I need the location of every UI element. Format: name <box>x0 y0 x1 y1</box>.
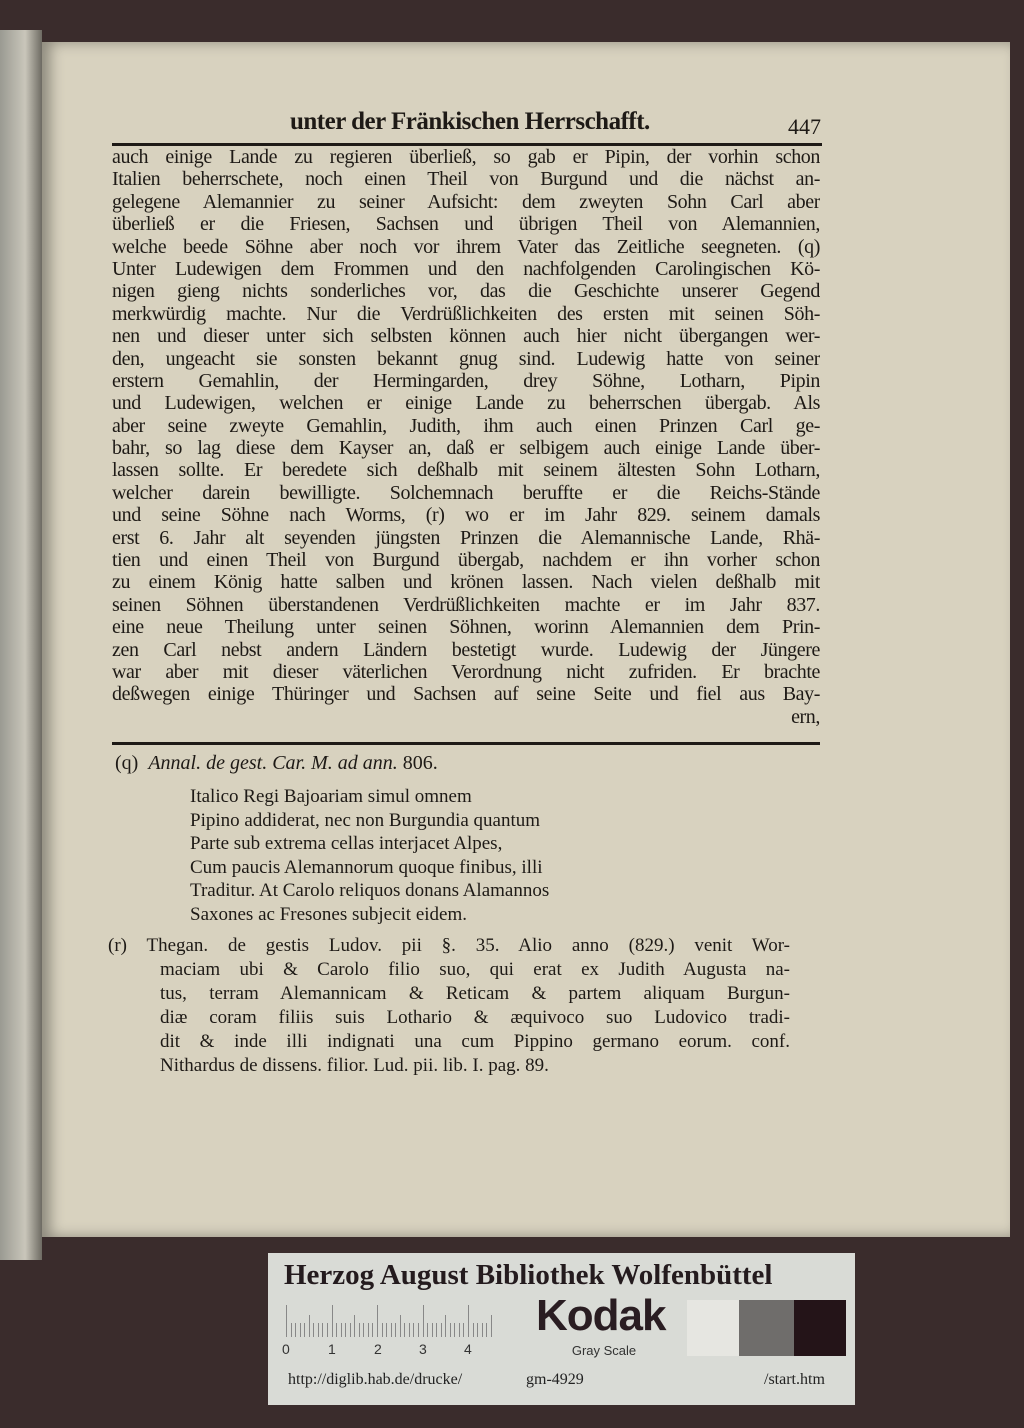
verse-line: Saxones ac Fresones subjecit eidem. <box>190 903 468 925</box>
footnote-citation: Annal. de gest. Car. M. ad ann. <box>148 752 398 774</box>
gray-scale-label: Gray Scale <box>571 1343 637 1358</box>
ruler-tick <box>473 1323 474 1337</box>
ruler-tick <box>368 1323 369 1337</box>
text-line: nigen gieng nichts sonderliches vor, das die Geschichte unserer Gegend <box>112 280 820 303</box>
text-line: und seine Söhne nach Worms, (r) wo er im Jahr 829. seinem damals <box>112 504 820 527</box>
ruler-number: 2 <box>374 1341 382 1357</box>
footnote-line: tus, terram Alemannicam & Reticam & partem aliquam Burgun- <box>160 983 790 1004</box>
ruler-tick <box>482 1323 483 1337</box>
ruler-tick <box>486 1323 487 1337</box>
ruler-tick <box>377 1305 378 1337</box>
footnote-q <box>115 752 438 775</box>
ruler-tick <box>382 1323 383 1337</box>
ruler-tick <box>300 1323 301 1337</box>
ruler-tick <box>459 1323 460 1337</box>
ruler-tick <box>309 1315 310 1337</box>
ruler-tick <box>363 1323 364 1337</box>
footnote-rule <box>112 742 820 745</box>
ruler-tick <box>463 1323 464 1337</box>
text-line: nen und dieser unter sich selbsten können auch hier nicht übergangen wer- <box>112 325 820 348</box>
ruler-tick <box>350 1323 351 1337</box>
ruler-number: 1 <box>328 1341 336 1357</box>
ruler-tick <box>359 1323 360 1337</box>
gray-swatch-black <box>794 1300 846 1356</box>
ruler-tick <box>409 1323 410 1337</box>
text-line: und Ludewigen, welchen er einige Lande zu beherrschen übergab. Als <box>112 392 820 415</box>
footnote-marker: (q) <box>115 752 139 774</box>
ruler-tick <box>372 1323 373 1337</box>
text-line: den, ungeacht sie sonsten bekannt gnug sind. Ludewig hatte von seiner <box>112 347 820 370</box>
footnote-line: maciam ubi & Carolo filio suo, qui erat ex Judith Augusta na- <box>160 959 790 980</box>
ruler-tick <box>427 1323 428 1337</box>
ruler-tick <box>468 1305 469 1337</box>
library-target-label <box>268 1253 855 1405</box>
ruler-tick <box>454 1323 455 1337</box>
ruler-tick <box>313 1323 314 1337</box>
verse-line: Pipino addiderat, nec non Burgundia quantum <box>190 809 541 831</box>
text-line: erstern Gemahlin, der Hermingarden, drey Söhne, Lotharn, Pipin <box>112 369 820 392</box>
text-line: eine neue Theilung unter seinen Söhnen, worinn Alemannien dem Prin- <box>112 616 820 639</box>
ruler-tick <box>450 1323 451 1337</box>
ruler-tick <box>477 1323 478 1337</box>
body-text <box>112 146 820 728</box>
ruler-tick <box>304 1323 305 1337</box>
url-left: http://diglib.hab.de/drucke/ <box>288 1371 463 1388</box>
ruler-tick <box>441 1323 442 1337</box>
footnote-line: dit & inde illi indignati una cum Pippino germano eorum. conf. <box>160 1031 790 1052</box>
text-line: welche beede Söhne aber noch vor ihrem Vater das Zeitliche seegneten. (q) <box>112 235 820 258</box>
ruler-number: 3 <box>419 1341 427 1357</box>
text-line: deßwegen einige Thüringer und Sachsen auf seine Seite und fiel aus Bay- <box>112 683 820 706</box>
text-line: aber seine zweyte Gemahlin, Judith, ihm auch einen Prinzen Carl ge- <box>112 414 820 437</box>
ruler-tick <box>341 1323 342 1337</box>
footnote-r <box>108 934 790 1078</box>
text-line: Italien beherrschete, noch einen Theil von Burgund und die nächst an- <box>112 168 820 191</box>
text-line: war aber mit dieser väterlichen Verordnung nicht zufriden. Er brachte <box>112 660 820 683</box>
kodak-logo: Kodak <box>536 1291 666 1340</box>
scale-ruler <box>286 1301 496 1337</box>
ruler-tick <box>354 1315 355 1337</box>
text-line: erst 6. Jahr alt seyenden jüngsten Prinzen die Alemannische Lande, Rhä- <box>112 526 820 549</box>
ruler-tick <box>318 1323 319 1337</box>
ruler-tick <box>336 1323 337 1337</box>
ruler-tick <box>322 1323 323 1337</box>
ruler-tick <box>445 1315 446 1337</box>
verse-line: Traditur. At Carolo reliquos donans Alamannos <box>190 880 550 902</box>
footnote-line: Nithardus de dissens. filior. Lud. pii. lib. I. pag. 89. <box>160 1055 549 1076</box>
library-name: Herzog August Bibliothek Wolfenbüttel <box>284 1259 773 1291</box>
verse-line: Cum paucis Alemannorum quoque finibus, illi <box>190 856 543 878</box>
verse-line: Italico Regi Bajoariam simul omnem <box>190 786 472 807</box>
ruler-tick <box>291 1323 292 1337</box>
text-line: tien und einen Theil von Burgund übergab, nachdem er ihn vorher schon <box>112 549 820 572</box>
running-head: unter der Fränkischen Herrschafft. <box>290 108 650 135</box>
footnote-line: diæ coram filiis suis Lothario & æquivoco suo Ludovico tradi- <box>160 1007 790 1028</box>
ruler-tick <box>418 1323 419 1337</box>
gray-swatch-white <box>687 1300 739 1356</box>
ruler-tick <box>491 1315 492 1337</box>
ruler-number: 4 <box>464 1341 472 1357</box>
shelfmark: gm-4929 <box>526 1371 584 1388</box>
text-line: zen Carl nebst andern Ländern bestetigt wurde. Ludewig der Jüngere <box>112 638 820 661</box>
ruler-tick <box>286 1305 287 1337</box>
text-line: bahr, so lag diese dem Kayser an, daß er selbigem auch einige Lande über- <box>112 437 820 460</box>
ruler-tick <box>395 1323 396 1337</box>
text-line: gelegene Alemannier zu seiner Aufsicht: dem zweyten Sohn Carl aber <box>112 190 820 213</box>
text-line: seinen Söhnen überstandenen Verdrüßlichkeiten machte er im Jahr 837. <box>112 593 820 616</box>
ruler-tick <box>432 1323 433 1337</box>
ruler-tick <box>327 1323 328 1337</box>
text-line: merkwürdig machte. Nur die Verdrüßlichkeiten des ersten mit seinen Söh- <box>112 302 820 325</box>
url-right: /start.htm <box>764 1371 825 1388</box>
ruler-tick <box>386 1323 387 1337</box>
text-line: Unter Ludewigen dem Frommen und den nachfolgenden Carolingischen Kö- <box>112 257 820 280</box>
page-number: 447 <box>788 114 821 139</box>
verse-line: Parte sub extrema cellas interjacet Alpes, <box>190 833 503 855</box>
footnote-line: (r) Thegan. de gestis Ludov. pii §. 35. Alio anno (829.) venit Wor- <box>108 935 790 956</box>
text-line: welcher darein bewilligte. Solchemnach beruffte er die Reichs-Stände <box>112 481 820 504</box>
ruler-tick <box>413 1323 414 1337</box>
ruler-tick <box>404 1323 405 1337</box>
ruler-tick <box>423 1305 424 1337</box>
text-line: lassen sollte. Er beredete sich deßhalb mit seinem ältesten Sohn Lotharn, <box>112 459 820 482</box>
ruler-tick <box>332 1305 333 1337</box>
text-line: auch einige Lande zu regieren überließ, so gab er Pipin, der vorhin schon <box>112 146 820 168</box>
ruler-tick <box>295 1323 296 1337</box>
text-line: zu einem König hatte salben und krönen lassen. Nach vielen deßhalb mit <box>112 571 820 594</box>
ruler-tick <box>436 1323 437 1337</box>
ruler-tick <box>345 1323 346 1337</box>
ruler-number: 0 <box>282 1341 290 1357</box>
text-line: ern, <box>791 705 820 728</box>
gray-swatch-mid <box>739 1300 794 1356</box>
footnote-verse <box>190 785 549 927</box>
footnote-year: 806. <box>402 752 438 774</box>
ruler-tick <box>391 1323 392 1337</box>
ruler-tick <box>400 1315 401 1337</box>
adjacent-page-edge <box>0 30 42 1260</box>
text-line: überließ er die Friesen, Sachsen und übrigen Theil von Alemannien, <box>112 213 820 236</box>
